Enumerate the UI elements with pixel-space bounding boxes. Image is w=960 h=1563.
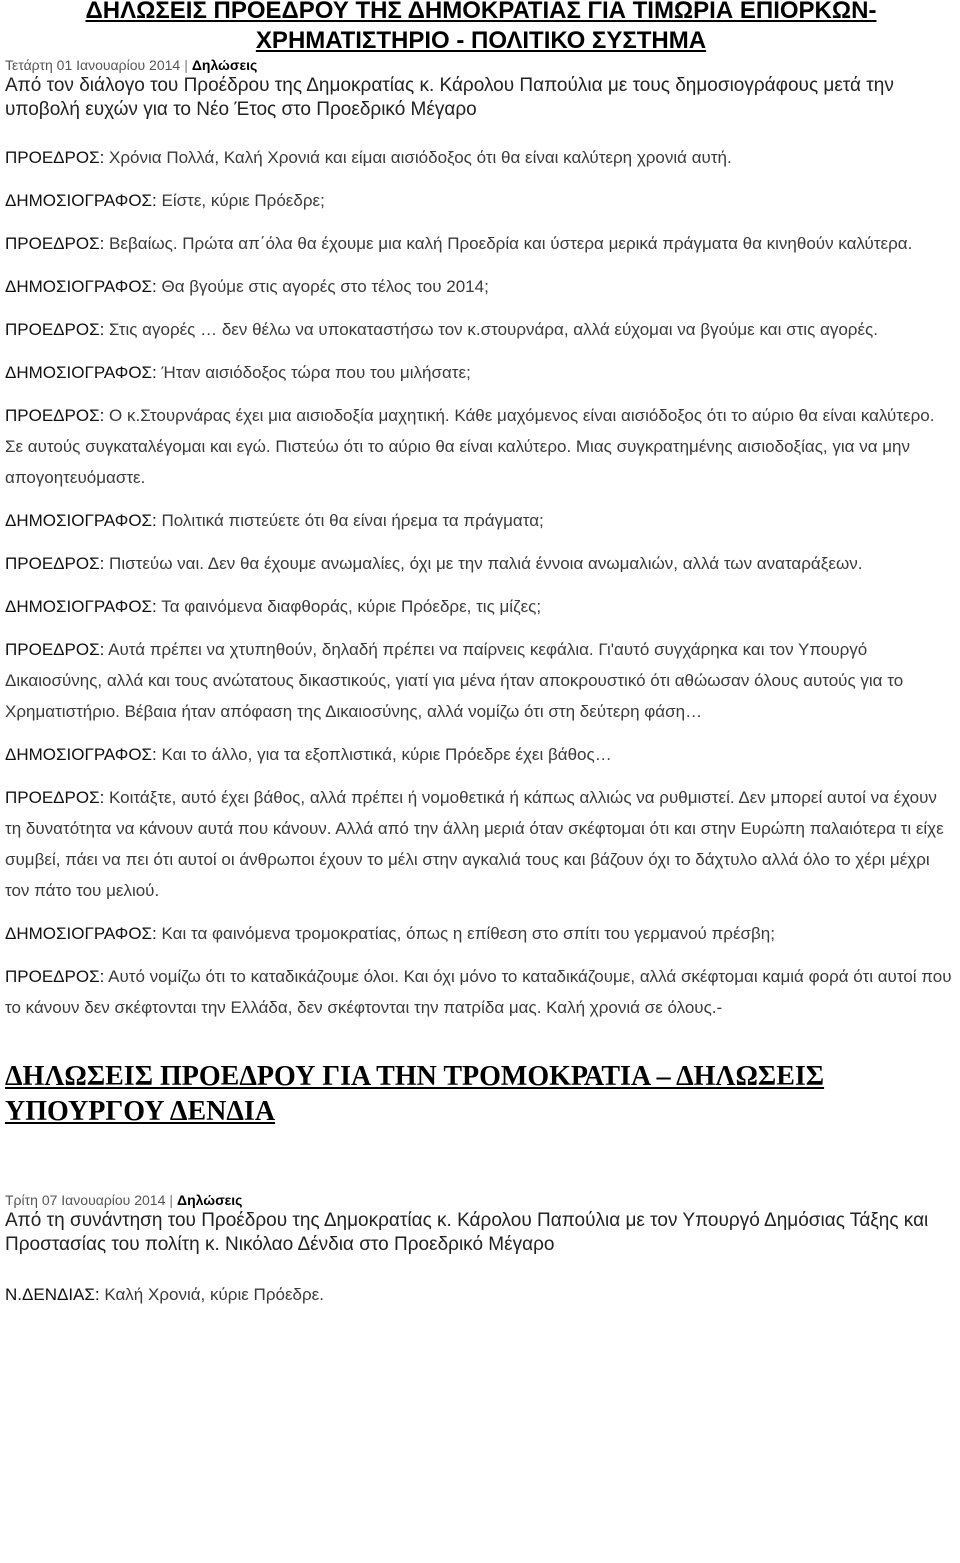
post-date: Τετάρτη 01 Ιανουαρίου 2014: [5, 57, 181, 73]
dialogue-text: Ήταν αισιόδοξος τώρα που του μιλήσατε;: [156, 363, 471, 382]
speaker-label: ΔΗΜΟΣΙΟΓΡΑΦΟΣ:: [5, 924, 157, 943]
dialogue-paragraph: [5, 591, 957, 622]
meta-separator: |: [184, 57, 188, 73]
dialogue-paragraph: [5, 782, 957, 906]
dialogue-text: Πιστεύω ναι. Δεν θα έχουμε ανωμαλίες, όχι με την παλιά έννοια ανωμαλιών, αλλά των αναταράξεων.: [104, 554, 863, 573]
meta-separator: |: [169, 1192, 174, 1208]
post-title-text[interactable]: ΔΗΛΩΣΕΙΣ ΠΡΟΕΔΡΟΥ ΓΙΑ ΤΗΝ ΤΡΟΜΟΚΡΑΤΙΑ – ΔΗΛΩΣΕΙΣ ΥΠΟΥΡΓΟΥ ΔΕΝΔΙΑ: [5, 1061, 825, 1127]
category-link[interactable]: Δηλώσεις: [191, 57, 258, 73]
dialogue-paragraph: [5, 357, 957, 388]
post-date: Τρίτη 07 Ιανουαρίου 2014: [5, 1192, 166, 1208]
speaker-label: ΔΗΜΟΣΙΟΓΡΑΦΟΣ:: [5, 511, 157, 530]
dialogue-text: Και το άλλο, για τα εξοπλιστικά, κύριε Πρόεδρε έχει βάθος…: [156, 745, 612, 764]
speaker-label: ΔΗΜΟΣΙΟΓΡΑΦΟΣ:: [5, 597, 157, 616]
post-meta: [5, 56, 957, 74]
dialogue-text: Καλή Χρονιά, κύριε Πρόεδρε.: [99, 1285, 324, 1304]
dialogue-paragraph: [5, 271, 957, 302]
dialogue-text: Θα βγούμε στις αγορές στο τέλος του 2014;: [156, 277, 489, 296]
dialogue-paragraph: [5, 739, 957, 770]
dialogue-text: Και τα φαινόμενα τρομοκρατίας, όπως η επίθεση στο σπίτι του γερμανού πρέσβη;: [156, 924, 775, 943]
dialogue-paragraph: [5, 314, 957, 345]
speaker-label: ΠΡΟΕΔΡΟΣ:: [5, 406, 105, 425]
post-body: [5, 142, 957, 1023]
dialogue-text: Βεβαίως. Πρώτα απ΄όλα θα έχουμε μια καλή Προεδρία και ύστερα μερικά πράγματα θα κινηθούν καλύτερα.: [104, 234, 913, 253]
category-link[interactable]: Δηλώσεις: [177, 1192, 243, 1208]
dialogue-text: Αυτό νομίζω ότι το καταδικάζουμε όλοι. Και όχι μόνο το καταδικάζουμε, αλλά σκέφτομαι καμιά φορά ότι αυτοί που το κάνουν δεν σκέφτονται την Ελλάδα, δεν σκέφτονται την πατρίδα μας. Καλή χρονιά σε όλους.-: [5, 967, 952, 1017]
post-intro: Από τη συνάντηση του Προέδρου της Δημοκρατίας κ. Κάρολου Παπούλια με τον Υπουργό Δημόσιας Τάξης και Προστασίας του πολίτη κ. Νικόλαο Δένδια στο Προεδρικό Μέγαρο: [5, 1210, 929, 1255]
dialogue-paragraph: [5, 1279, 957, 1310]
speaker-label: ΔΗΜΟΣΙΟΓΡΑΦΟΣ:: [5, 745, 157, 764]
dialogue-text: Πολιτικά πιστεύετε ότι θα είναι ήρεμα τα πράγματα;: [156, 511, 544, 530]
post-body: [5, 1279, 957, 1310]
speaker-label: ΠΡΟΕΔΡΟΣ:: [5, 967, 105, 986]
dialogue-text: Κοιτάξτε, αυτό έχει βάθος, αλλά πρέπει ή νομοθετικά ή κάπως αλλιώς να ρυθμιστεί. Δεν μπορεί αυτοί να έχουν τη δυνατότητα να κάνουν αυτά που κάνουν. Αλλά από την άλλη μεριά όταν σκέφτομαι ότι και στην Ευρώπη παλαιότερα τι είχε συμβεί, πάει να πει ότι αυτοί οι άνθρωποι έχουν το μέλι στην αγκαλιά τους και βάζουν όχι το δάχτυλο αλλά όλο το χέρι μέχρι τον πάτο του μελιού.: [5, 788, 944, 900]
speaker-label: ΠΡΟΕΔΡΟΣ:: [5, 640, 105, 659]
speaker-label: ΠΡΟΕΔΡΟΣ:: [5, 554, 105, 573]
dialogue-text: Χρόνια Πολλά, Καλή Χρονιά και είμαι αισιόδοξος ότι θα είναι καλύτερη χρονιά αυτή.: [104, 148, 732, 167]
dialogue-paragraph: [5, 634, 957, 727]
post-meta: [5, 1191, 957, 1209]
speaker-label: ΔΗΜΟΣΙΟΓΡΑΦΟΣ:: [5, 277, 157, 296]
page-content: [5, 0, 957, 1310]
speaker-label: Ν.ΔΕΝΔΙΑΣ:: [5, 1285, 100, 1304]
dialogue-paragraph: [5, 961, 957, 1023]
dialogue-text: Τα φαινόμενα διαφθοράς, κύριε Πρόεδρε, τις μίζες;: [156, 597, 542, 616]
dialogue-paragraph: [5, 548, 957, 579]
dialogue-text: Αυτά πρέπει να χτυπηθούν, δηλαδή πρέπει να παίρνεις κεφάλια. Γι'αυτό συγχάρηκα και τον Υπουργό Δικαιοσύνης, αλλά και τους ανώτατους δικαστικούς, γιατί για μένα ήταν αποκρουστικό ότι αθώωσαν όλους αυτούς για το Χρηματιστήριο. Βέβαια ήταν απόφαση της Δικαιοσύνης, αλλά νομίζω ότι στη δεύτερη φάση…: [5, 640, 904, 721]
dialogue-paragraph: [5, 918, 957, 949]
post-title[interactable]: [5, 0, 957, 56]
speaker-label: ΠΡΟΕΔΡΟΣ:: [5, 234, 105, 253]
dialogue-text: Στις αγορές … δεν θέλω να υποκαταστήσω τον κ.στουρνάρα, αλλά εύχομαι να βγούμε και στις αγορές.: [104, 320, 878, 339]
dialogue-paragraph: [5, 142, 957, 173]
dialogue-paragraph: [5, 228, 957, 259]
speaker-label: ΔΗΜΟΣΙΟΓΡΑΦΟΣ:: [5, 191, 157, 210]
dialogue-text: Ο κ.Στουρνάρας έχει μια αισιοδοξία μαχητική. Κάθε μαχόμενος είναι αισιόδοξος ότι το αύριο θα είναι καλύτερο. Σε αυτούς συγκαταλέγομαι και εγώ. Πιστεύω ότι το αύριο θα είναι καλύτερο. Μιας συγκρατημένης αισιοδοξίας, για να μην απογοητευόμαστε.: [5, 406, 935, 487]
speaker-label: ΠΡΟΕΔΡΟΣ:: [5, 788, 105, 807]
speaker-label: ΠΡΟΕΔΡΟΣ:: [5, 320, 105, 339]
post-intro: Από τον διάλογο του Προέδρου της Δημοκρατίας κ. Κάρολου Παπούλια με τους δημοσιογράφους μετά την υποβολή ευχών για το Νέο Έτος στο Προεδρικό Μέγαρο: [5, 75, 894, 120]
speaker-label: ΔΗΜΟΣΙΟΓΡΑΦΟΣ:: [5, 363, 157, 382]
dialogue-paragraph: [5, 185, 957, 216]
post-title-link[interactable]: ΔΗΛΩΣΕΙΣ ΠΡΟΕΔΡΟΥ ΤΗΣ ΔΗΜΟΚΡΑΤΙΑΣ ΓΙΑ ΤΙΜΩΡΙΑ ΕΠΙΟΡΚΩΝ- ΧΡΗΜΑΤΙΣΤΗΡΙΟ - ΠΟΛΙΤΙΚΟ ΣΥΣΤΗΜΑ: [85, 0, 877, 54]
post-title[interactable]: [5, 1059, 957, 1129]
dialogue-text: Είστε, κύριε Πρόεδρε;: [156, 191, 325, 210]
dialogue-paragraph: [5, 400, 957, 493]
speaker-label: ΠΡΟΕΔΡΟΣ:: [5, 148, 105, 167]
dialogue-paragraph: [5, 505, 957, 536]
